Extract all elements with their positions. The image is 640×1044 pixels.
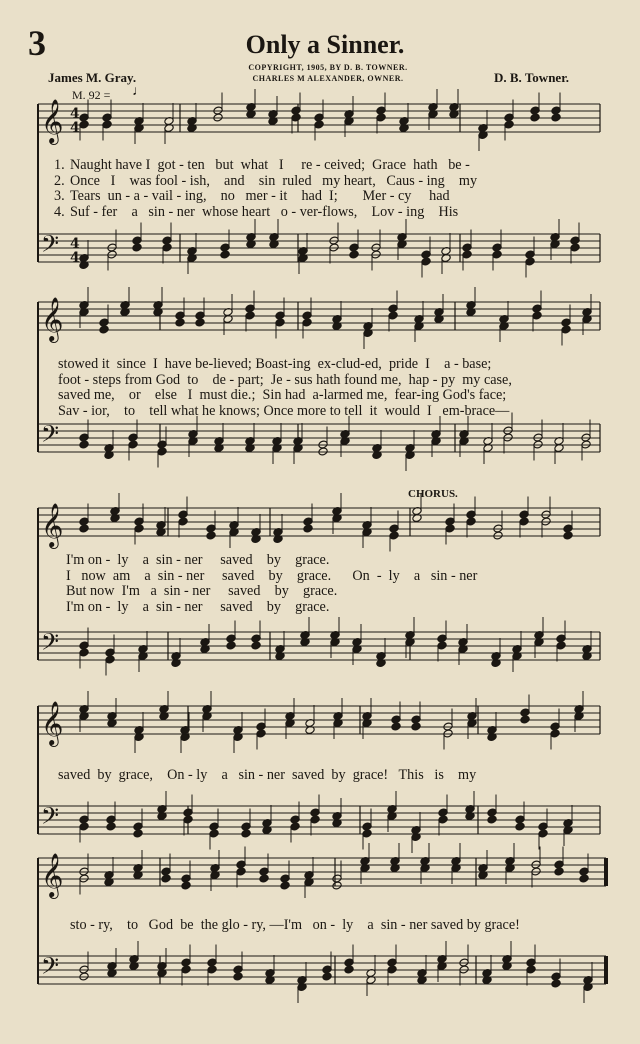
note-head (251, 641, 261, 650)
lyric-line: I'm on - ly a sin - ner saved by grace. (66, 598, 330, 615)
lyric-line: 2. Once I was fool - ish, and sin ruled my heart, Caus - ing my (54, 172, 478, 189)
note-head (99, 325, 109, 334)
note-head (79, 440, 89, 449)
bass-clef-icon: 𝄢 (41, 628, 60, 661)
lyric-line: 1. Naught have I got - ten but what I re - ceived; Grace hath be - (54, 157, 470, 173)
note-head (181, 881, 191, 890)
quarter-note-icon: ♩ (132, 84, 146, 99)
lyrics-system-3 (66, 553, 477, 615)
note-head (79, 524, 89, 533)
lyric-line: sto - ry, to God be the glo - ry, —I'm on - ly a sin - ner saved by grace! (70, 917, 520, 933)
copyright-line-2: CHARLES M ALEXANDER, OWNER. (252, 74, 404, 83)
note-head (259, 874, 269, 883)
hymn-title: Only a Sinner. (245, 30, 405, 59)
lyrics-system-1 (54, 158, 477, 220)
note-head (487, 815, 497, 824)
composer: D. B. Towner. (494, 70, 570, 85)
lyric-line: I'm on - ly a sin - ner saved by grace. (66, 552, 330, 568)
bass-clef-icon: 𝄢 (41, 230, 60, 263)
note-head (195, 318, 205, 327)
note-head (322, 972, 332, 981)
lyric-line: But now I'm a sin - ner saved by grace. (66, 583, 338, 600)
lyrics-system-2 (58, 357, 512, 419)
time-signature-bottom: 4 (70, 250, 80, 266)
note-head (515, 822, 525, 831)
note-head (530, 113, 540, 122)
lyrics-system-4 (58, 768, 476, 784)
lyric-line: 4. Suf - fer a sin - ner whose heart o - ver-flows, Lov - ing His (54, 203, 459, 220)
lyric-line: stowed it since I have be-lieved; Boast-ing ex-clud-ed, pride I a - base; (58, 356, 492, 372)
note-head (280, 881, 290, 890)
lyric-line: saved me, or else I must die.; Sin had a-larmed me, fear-ing God's face; (58, 387, 507, 404)
note-head (161, 874, 171, 883)
time-signature-bottom: 4 (70, 120, 80, 136)
note-head (551, 979, 561, 988)
note-head (226, 641, 236, 650)
time-signature-top: 4 (70, 106, 80, 122)
note-head (563, 531, 573, 540)
note-head (344, 965, 354, 974)
note-head (579, 874, 589, 883)
note-head (551, 113, 561, 122)
treble-clef-icon: 𝄞 (41, 503, 64, 547)
note-head (303, 524, 313, 533)
note-head (554, 867, 564, 876)
lyric-line: saved by grace, On - ly a sin - ner saved by grace! This is my (58, 767, 477, 783)
note-head (233, 972, 243, 981)
treble-clef-icon: 𝄞 (41, 297, 64, 341)
note-head (220, 250, 230, 259)
treble-clef-icon: 𝄞 (41, 99, 64, 143)
note-head (175, 318, 185, 327)
note-head (106, 822, 116, 831)
treble-clef-icon: 𝄞 (41, 701, 64, 745)
time-signature-top: 4 (70, 236, 80, 252)
tempo-marking: M. 92 = (72, 88, 111, 102)
bass-clef-icon: 𝄢 (41, 952, 60, 985)
lyric-line: 3. Tears un - a - vail - ing, no mer - it had I; Mer - cy had (54, 188, 450, 205)
lyricist: James M. Gray. (48, 70, 137, 85)
note-head (206, 531, 216, 540)
treble-clef-icon: 𝄞 (41, 853, 64, 897)
note-head (241, 829, 251, 838)
lyric-line: I now am a sin - ner saved by grace. On - ly a sin - ner (66, 567, 478, 584)
lyric-line: Sav - ior, to tell what he knows; Once more to tell it would I em-brace— (58, 402, 510, 419)
note-head (520, 715, 530, 724)
copyright-line-1: COPYRIGHT, 1905, BY D. B. TOWNER. (248, 63, 408, 72)
chorus-label: CHORUS. (408, 488, 458, 500)
bass-clef-icon: 𝄢 (41, 420, 60, 453)
bass-clef-icon: 𝄢 (41, 802, 60, 835)
note-head (349, 250, 359, 259)
lyrics-system-5 (70, 918, 520, 934)
note-head (133, 829, 143, 838)
lyric-line: foot - steps from God to de - part; Je - sus hath found me, hap - py my case, (58, 371, 512, 388)
hymn-number: 3 (28, 23, 46, 63)
note-head (391, 722, 401, 731)
note-head (132, 243, 142, 252)
note-head (411, 722, 421, 731)
